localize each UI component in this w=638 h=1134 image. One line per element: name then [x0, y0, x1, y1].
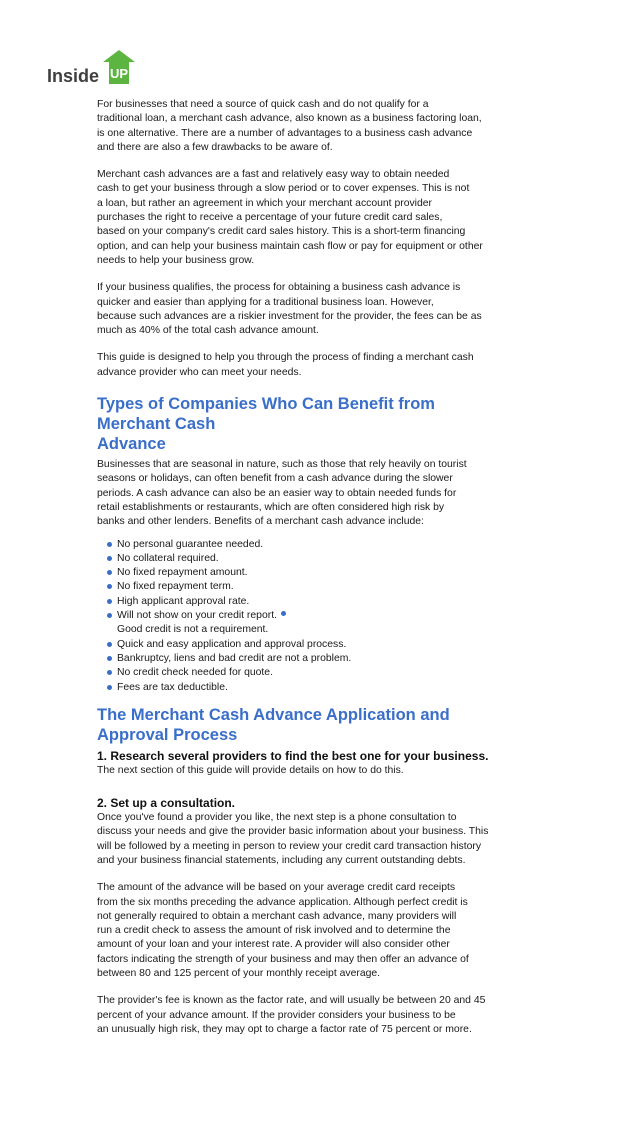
list-item: High applicant approval rate. — [107, 595, 537, 609]
logo-up-mark-icon — [99, 48, 141, 88]
step-2-paragraph-3: The provider's fee is known as the factor rate, and will usually be between 20 and 45 percent of your advance amount. If the provider considers your business to be an unusually high risk, they may opt to charge a factor rate of 75 percent or more. — [97, 995, 486, 1035]
bullet-icon — [107, 584, 112, 589]
bullet-icon — [107, 599, 112, 604]
section-heading-application-process: The Merchant Cash Advance Application and Approval Process — [97, 705, 450, 744]
list-item: No collateral required. — [107, 552, 537, 566]
section-heading-benefits: Types of Companies Who Can Benefit from Merchant Cash Advance — [97, 395, 435, 454]
intro-paragraph-4: This guide is designed to help you through the process of finding a merchant cash advance provider who can meet your needs. — [97, 352, 474, 378]
bullet-icon — [281, 611, 286, 616]
bullet-icon — [107, 670, 112, 675]
logo-mark-text: UP — [109, 66, 129, 81]
intro-paragraph-1: For businesses that need a source of quick cash and do not qualify for a traditional loan, a merchant cash advance, also known as a business factoring loan, is one alternative. There are a number of advantages to a business cash advance and there are also a few drawbacks to be aware of. — [97, 99, 482, 153]
list-item: Bankruptcy, liens and bad credit are not a problem. — [107, 652, 537, 666]
bullet-icon — [107, 642, 112, 647]
intro-paragraph-2: Merchant cash advances are a fast and relatively easy way to obtain needed cash to get your business through a slow period or to cover expenses. This is not a loan, but rather an agreement in which your merchant account provider purchases the right to receive a percentage of your future credit card sales, based on your company's credit card sales history. This is a short-term financing option, and can help your business maintain cash flow or pay for equipment or other needs to help your business grow. — [97, 169, 483, 266]
insideup-logo — [47, 48, 147, 88]
step-1-body: The next section of this guide will provide details on how to do this. — [97, 764, 404, 776]
benefits-list — [97, 538, 537, 695]
benefits-intro-paragraph: Businesses that are seasonal in nature, such as those that rely heavily on tourist seasons or holidays, can often benefit from a cash advance during the slower periods. A cash advance can also be an easier way to obtain needed funds for retail establishments or restaurants, which are often considered high risk by banks and other lenders. Benefits of a merchant cash advance include: — [97, 459, 467, 528]
list-item: No fixed repayment amount. — [107, 566, 537, 580]
list-item: Fees are tax deductible. — [107, 681, 537, 695]
step-2-title: 2. Set up a consultation. — [97, 796, 236, 811]
bullet-icon — [107, 542, 112, 547]
intro-paragraph-3: If your business qualifies, the process for obtaining a business cash advance is quicker and easier than applying for a traditional business loan. However, because such advances are a riskier investment for the provider, the fees can be as much as 40% of the total cash advance amount. — [97, 282, 482, 337]
bullet-icon — [107, 556, 112, 561]
list-item: No personal guarantee needed. — [107, 538, 537, 552]
list-item: Quick and easy application and approval process. — [107, 638, 537, 652]
list-item: No fixed repayment term. — [107, 580, 537, 594]
step-2-paragraph-2: The amount of the advance will be based on your average credit card receipts from the six months preceding the advance application. Although perfect credit is not generally required to obtain a merchant cash advance, many providers will run a credit check to assess the amount of risk involved and to determine the amount of your loan and your interest rate. A provider will also consider other factors indicating the strength of your business and may then offer an advance of between 80 and 125 percent of your monthly receipt average. — [97, 882, 469, 980]
bullet-icon — [107, 570, 112, 575]
bullet-icon — [107, 656, 112, 661]
step-1-title: 1. Research several providers to find the best one for your business. — [97, 748, 489, 763]
list-item: No credit check needed for quote. — [107, 666, 537, 680]
list-item: Will not show on your credit report. Good credit is not a requirement. — [107, 609, 537, 638]
bullet-icon — [107, 613, 112, 618]
logo-wordmark: Inside — [47, 66, 100, 86]
document-body — [97, 98, 537, 1037]
bullet-icon — [107, 685, 112, 690]
step-2-paragraph-1: Once you've found a provider you like, the next step is a phone consultation to discuss your needs and give the provider basic information about your business. This will be followed by a meeting in person to review your credit card transaction history and your business financial statements, including any current outstanding debts. — [97, 812, 489, 866]
